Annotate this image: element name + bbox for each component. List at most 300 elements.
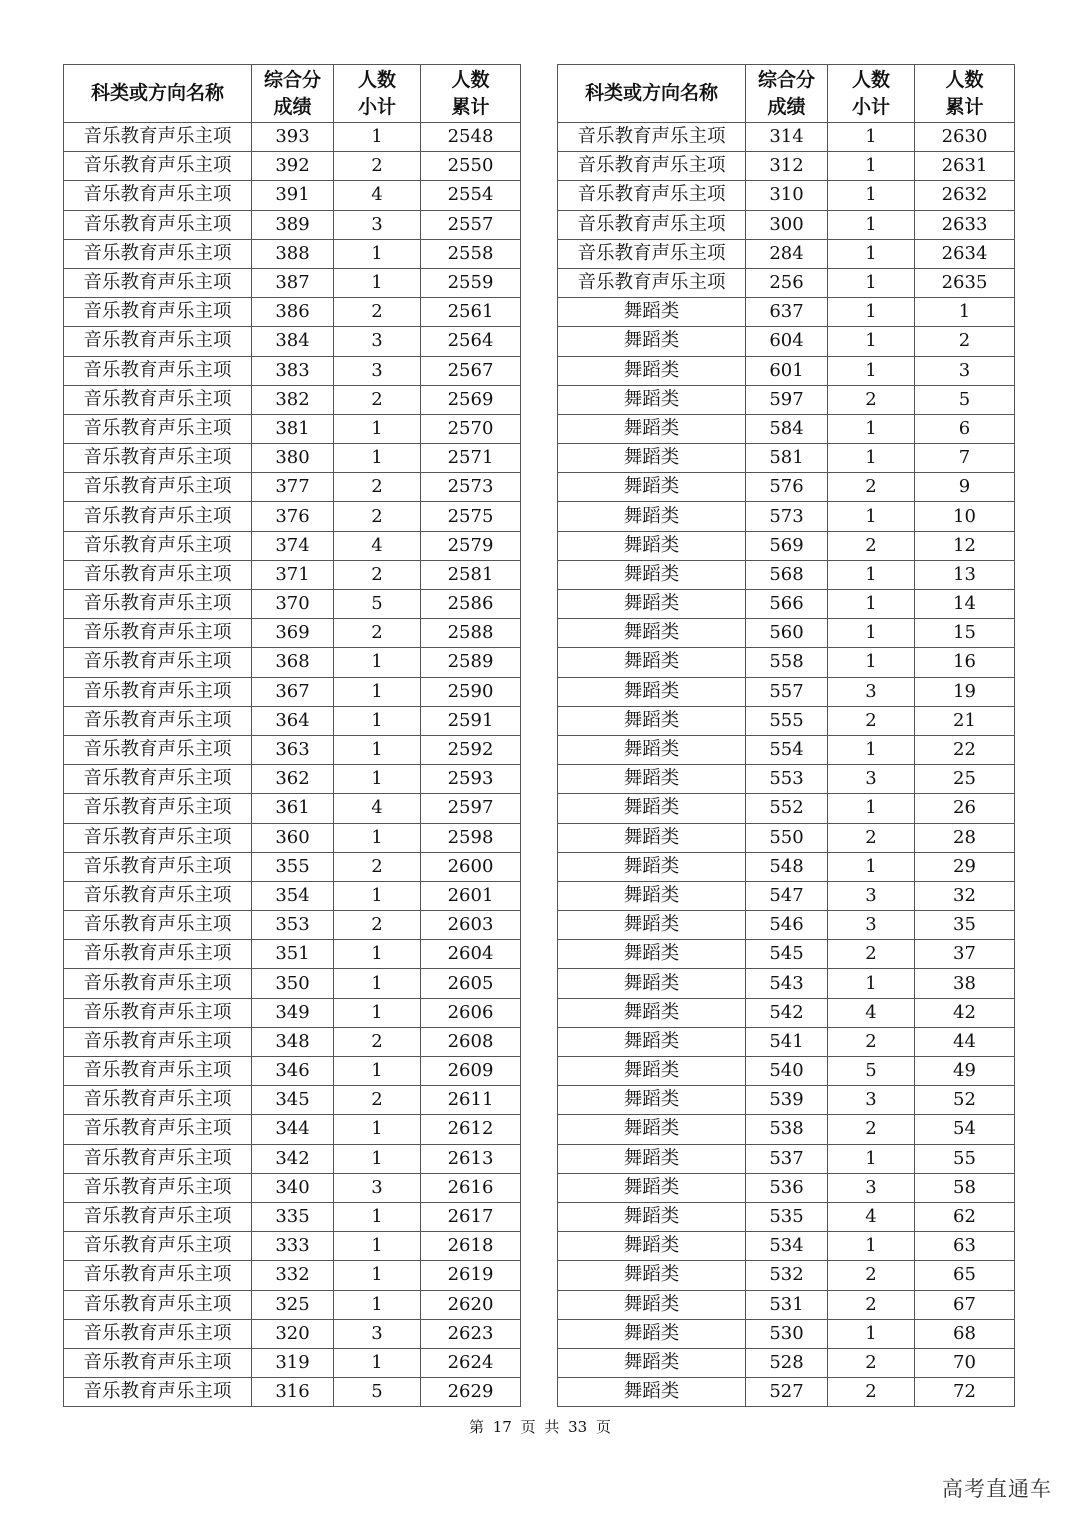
cell-name: 音乐教育声乐主项 [64, 502, 252, 531]
cell-name: 舞蹈类 [558, 1378, 746, 1407]
cell-score: 371 [252, 560, 334, 589]
cell-cumulative: 2613 [421, 1144, 521, 1173]
table-row [558, 1378, 1015, 1407]
table-row [64, 1173, 521, 1202]
cell-count: 1 [828, 152, 915, 181]
cell-score: 335 [252, 1202, 334, 1231]
cell-name: 音乐教育声乐主项 [64, 473, 252, 502]
table-row [64, 998, 521, 1027]
cell-cumulative: 2550 [421, 152, 521, 181]
cell-count: 4 [334, 181, 421, 210]
cell-cumulative: 2570 [421, 414, 521, 443]
cell-cumulative: 2589 [421, 648, 521, 677]
cell-name: 舞蹈类 [558, 444, 746, 473]
cell-count: 1 [828, 648, 915, 677]
cell-score: 348 [252, 1027, 334, 1056]
table-row [64, 531, 521, 560]
header-cumulative: 人数 累计 [421, 65, 521, 123]
table-row [558, 823, 1015, 852]
header-row [558, 65, 1015, 123]
header-name: 科类或方向名称 [64, 65, 252, 123]
cell-cumulative: 2598 [421, 823, 521, 852]
cell-score: 351 [252, 940, 334, 969]
cell-name: 舞蹈类 [558, 1144, 746, 1173]
cell-count: 2 [334, 911, 421, 940]
cell-name: 舞蹈类 [558, 1290, 746, 1319]
table-row [558, 590, 1015, 619]
cell-cumulative: 19 [915, 677, 1015, 706]
cell-name: 音乐教育声乐主项 [64, 823, 252, 852]
table-row [558, 1027, 1015, 1056]
cell-score: 528 [746, 1348, 828, 1377]
cell-cumulative: 2569 [421, 385, 521, 414]
cell-count: 1 [828, 1232, 915, 1261]
cell-cumulative: 2567 [421, 356, 521, 385]
cell-cumulative: 6 [915, 414, 1015, 443]
cell-name: 舞蹈类 [558, 531, 746, 560]
watermark-text: 高考直通车 [942, 1477, 1052, 1501]
cell-count: 2 [334, 298, 421, 327]
cell-score: 550 [746, 823, 828, 852]
cell-cumulative: 42 [915, 998, 1015, 1027]
table-row [558, 1086, 1015, 1115]
cell-name: 音乐教育声乐主项 [64, 1348, 252, 1377]
table-row [558, 385, 1015, 414]
table-row [64, 268, 521, 297]
cell-count: 1 [828, 181, 915, 210]
table-row [64, 1232, 521, 1261]
cell-name: 音乐教育声乐主项 [64, 969, 252, 998]
cell-score: 368 [252, 648, 334, 677]
table-row [558, 998, 1015, 1027]
cell-score: 340 [252, 1173, 334, 1202]
cell-count: 2 [828, 940, 915, 969]
table-row [558, 268, 1015, 297]
table-row [64, 210, 521, 239]
table-row [64, 823, 521, 852]
cell-cumulative: 65 [915, 1261, 1015, 1290]
cell-score: 553 [746, 765, 828, 794]
cell-score: 530 [746, 1319, 828, 1348]
table-row [64, 619, 521, 648]
cell-score: 554 [746, 735, 828, 764]
cell-score: 353 [252, 911, 334, 940]
cell-cumulative: 2561 [421, 298, 521, 327]
table-row [64, 385, 521, 414]
cell-cumulative: 2548 [421, 123, 521, 152]
cell-name: 舞蹈类 [558, 298, 746, 327]
cell-name: 音乐教育声乐主项 [64, 794, 252, 823]
table-row [558, 123, 1015, 152]
table-row [558, 531, 1015, 560]
cell-cumulative: 22 [915, 735, 1015, 764]
table-row [64, 1319, 521, 1348]
cell-cumulative: 16 [915, 648, 1015, 677]
cell-name: 音乐教育声乐主项 [64, 531, 252, 560]
cell-count: 2 [828, 1115, 915, 1144]
cell-name: 音乐教育声乐主项 [558, 210, 746, 239]
cell-name: 舞蹈类 [558, 590, 746, 619]
cell-count: 1 [828, 414, 915, 443]
table-row [558, 1144, 1015, 1173]
left-score-table [63, 64, 521, 1407]
cell-name: 舞蹈类 [558, 385, 746, 414]
table-row [558, 794, 1015, 823]
right-table-body [558, 123, 1015, 1407]
cell-cumulative: 5 [915, 385, 1015, 414]
cell-cumulative: 2581 [421, 560, 521, 589]
cell-count: 3 [334, 1173, 421, 1202]
cell-name: 音乐教育声乐主项 [64, 881, 252, 910]
table-row [64, 444, 521, 473]
cell-cumulative: 2593 [421, 765, 521, 794]
cell-count: 1 [334, 1202, 421, 1231]
table-row [64, 356, 521, 385]
cell-score: 360 [252, 823, 334, 852]
cell-name: 音乐教育声乐主项 [64, 1057, 252, 1086]
cell-score: 314 [746, 123, 828, 152]
table-row [558, 1319, 1015, 1348]
cell-name: 舞蹈类 [558, 998, 746, 1027]
table-row [64, 1086, 521, 1115]
cell-cumulative: 15 [915, 619, 1015, 648]
cell-name: 舞蹈类 [558, 414, 746, 443]
table-row [64, 1290, 521, 1319]
cell-name: 舞蹈类 [558, 327, 746, 356]
cell-count: 1 [828, 239, 915, 268]
table-row [64, 677, 521, 706]
table-row [558, 502, 1015, 531]
cell-score: 325 [252, 1290, 334, 1319]
cell-name: 舞蹈类 [558, 1173, 746, 1202]
cell-cumulative: 2608 [421, 1027, 521, 1056]
cell-count: 1 [334, 706, 421, 735]
cell-score: 369 [252, 619, 334, 648]
cell-count: 1 [334, 414, 421, 443]
header-count: 人数 小计 [334, 65, 421, 123]
cell-name: 舞蹈类 [558, 356, 746, 385]
table-row [558, 560, 1015, 589]
cell-count: 5 [828, 1057, 915, 1086]
cell-count: 2 [828, 1290, 915, 1319]
cell-name: 舞蹈类 [558, 619, 746, 648]
cell-score: 391 [252, 181, 334, 210]
cell-score: 386 [252, 298, 334, 327]
cell-count: 2 [334, 473, 421, 502]
cell-cumulative: 32 [915, 881, 1015, 910]
cell-score: 370 [252, 590, 334, 619]
cell-cumulative: 12 [915, 531, 1015, 560]
cell-score: 361 [252, 794, 334, 823]
table-row [64, 911, 521, 940]
table-row [558, 356, 1015, 385]
cell-score: 389 [252, 210, 334, 239]
cell-count: 4 [828, 1202, 915, 1231]
cell-cumulative: 2630 [915, 123, 1015, 152]
cell-score: 346 [252, 1057, 334, 1086]
header-score: 综合分 成绩 [252, 65, 334, 123]
cell-name: 舞蹈类 [558, 1232, 746, 1261]
cell-score: 541 [746, 1027, 828, 1056]
cell-score: 349 [252, 998, 334, 1027]
cell-cumulative: 26 [915, 794, 1015, 823]
cell-name: 音乐教育声乐主项 [558, 268, 746, 297]
table-row [64, 298, 521, 327]
cell-count: 2 [334, 619, 421, 648]
cell-score: 532 [746, 1261, 828, 1290]
cell-score: 320 [252, 1319, 334, 1348]
cell-name: 音乐教育声乐主项 [64, 1202, 252, 1231]
cell-score: 584 [746, 414, 828, 443]
cell-score: 387 [252, 268, 334, 297]
cell-cumulative: 2 [915, 327, 1015, 356]
table-row [64, 706, 521, 735]
cell-count: 1 [828, 444, 915, 473]
cell-cumulative: 2623 [421, 1319, 521, 1348]
cell-cumulative: 44 [915, 1027, 1015, 1056]
cell-count: 1 [828, 1144, 915, 1173]
cell-cumulative: 2575 [421, 502, 521, 531]
cell-name: 音乐教育声乐主项 [558, 152, 746, 181]
cell-name: 音乐教育声乐主项 [64, 735, 252, 764]
cell-cumulative: 13 [915, 560, 1015, 589]
cell-score: 333 [252, 1232, 334, 1261]
cell-count: 1 [334, 648, 421, 677]
cell-score: 316 [252, 1378, 334, 1407]
cell-count: 1 [334, 123, 421, 152]
cell-score: 531 [746, 1290, 828, 1319]
cell-name: 舞蹈类 [558, 1202, 746, 1231]
cell-cumulative: 2604 [421, 940, 521, 969]
cell-name: 音乐教育声乐主项 [64, 181, 252, 210]
cell-cumulative: 2579 [421, 531, 521, 560]
cell-cumulative: 2617 [421, 1202, 521, 1231]
table-row [558, 1173, 1015, 1202]
cell-name: 舞蹈类 [558, 1261, 746, 1290]
cell-name: 音乐教育声乐主项 [558, 239, 746, 268]
cell-count: 2 [334, 385, 421, 414]
cell-name: 音乐教育声乐主项 [64, 940, 252, 969]
page-number-footer: 第 17 页 共 33 页 [468, 1418, 611, 1436]
cell-score: 568 [746, 560, 828, 589]
cell-name: 音乐教育声乐主项 [64, 414, 252, 443]
cell-cumulative: 10 [915, 502, 1015, 531]
table-row [64, 969, 521, 998]
cell-score: 350 [252, 969, 334, 998]
cell-name: 音乐教育声乐主项 [64, 1144, 252, 1173]
cell-count: 1 [828, 210, 915, 239]
header-name: 科类或方向名称 [558, 65, 746, 123]
cell-name: 舞蹈类 [558, 1086, 746, 1115]
cell-count: 2 [334, 1027, 421, 1056]
cell-name: 音乐教育声乐主项 [64, 998, 252, 1027]
cell-count: 1 [828, 1319, 915, 1348]
cell-count: 1 [828, 590, 915, 619]
cell-count: 1 [828, 502, 915, 531]
cell-count: 1 [334, 1290, 421, 1319]
cell-score: 569 [746, 531, 828, 560]
cell-count: 3 [828, 881, 915, 910]
cell-cumulative: 2606 [421, 998, 521, 1027]
cell-score: 392 [252, 152, 334, 181]
cell-cumulative: 3 [915, 356, 1015, 385]
cell-count: 2 [828, 385, 915, 414]
cell-name: 舞蹈类 [558, 765, 746, 794]
cell-name: 音乐教育声乐主项 [558, 181, 746, 210]
cell-name: 音乐教育声乐主项 [64, 1115, 252, 1144]
cell-cumulative: 1 [915, 298, 1015, 327]
cell-score: 344 [252, 1115, 334, 1144]
cell-score: 345 [252, 1086, 334, 1115]
cell-count: 1 [828, 794, 915, 823]
table-row [64, 940, 521, 969]
cell-name: 舞蹈类 [558, 502, 746, 531]
cell-name: 音乐教育声乐主项 [64, 619, 252, 648]
cell-score: 319 [252, 1348, 334, 1377]
cell-score: 383 [252, 356, 334, 385]
cell-name: 音乐教育声乐主项 [64, 1027, 252, 1056]
cell-count: 4 [334, 531, 421, 560]
cell-score: 566 [746, 590, 828, 619]
right-score-table [557, 64, 1015, 1407]
cell-name: 音乐教育声乐主项 [64, 590, 252, 619]
table-row [64, 881, 521, 910]
table-row [64, 794, 521, 823]
cell-name: 舞蹈类 [558, 560, 746, 589]
cell-cumulative: 2605 [421, 969, 521, 998]
cell-cumulative: 2635 [915, 268, 1015, 297]
cell-name: 音乐教育声乐主项 [64, 1086, 252, 1115]
cell-count: 1 [828, 268, 915, 297]
cell-count: 1 [828, 852, 915, 881]
cell-name: 音乐教育声乐主项 [64, 356, 252, 385]
cell-count: 3 [828, 911, 915, 940]
cell-cumulative: 9 [915, 473, 1015, 502]
table-row [558, 940, 1015, 969]
cell-name: 音乐教育声乐主项 [64, 1232, 252, 1261]
left-table-body [64, 123, 521, 1407]
cell-score: 543 [746, 969, 828, 998]
table-row [558, 1348, 1015, 1377]
cell-score: 534 [746, 1232, 828, 1261]
table-row [64, 1378, 521, 1407]
table-row [64, 560, 521, 589]
cell-name: 音乐教育声乐主项 [64, 677, 252, 706]
table-row [64, 1202, 521, 1231]
cell-count: 1 [334, 1115, 421, 1144]
cell-count: 3 [334, 356, 421, 385]
cell-name: 舞蹈类 [558, 940, 746, 969]
cell-name: 音乐教育声乐主项 [64, 298, 252, 327]
header-count: 人数 小计 [828, 65, 915, 123]
cell-cumulative: 55 [915, 1144, 1015, 1173]
cell-cumulative: 2590 [421, 677, 521, 706]
cell-score: 376 [252, 502, 334, 531]
cell-count: 1 [334, 735, 421, 764]
cell-name: 舞蹈类 [558, 794, 746, 823]
cell-count: 2 [334, 560, 421, 589]
table-row [558, 969, 1015, 998]
cell-cumulative: 2633 [915, 210, 1015, 239]
cell-score: 540 [746, 1057, 828, 1086]
cell-count: 1 [334, 239, 421, 268]
cell-name: 舞蹈类 [558, 969, 746, 998]
cell-score: 597 [746, 385, 828, 414]
table-row [64, 1348, 521, 1377]
cell-cumulative: 2557 [421, 210, 521, 239]
header-score: 综合分 成绩 [746, 65, 828, 123]
cell-cumulative: 2612 [421, 1115, 521, 1144]
cell-cumulative: 35 [915, 911, 1015, 940]
cell-cumulative: 2624 [421, 1348, 521, 1377]
cell-cumulative: 2629 [421, 1378, 521, 1407]
cell-count: 1 [334, 1261, 421, 1290]
table-row [558, 765, 1015, 794]
cell-cumulative: 2603 [421, 911, 521, 940]
cell-cumulative: 2573 [421, 473, 521, 502]
table-row [64, 239, 521, 268]
cell-score: 547 [746, 881, 828, 910]
table-row [64, 1144, 521, 1173]
cell-count: 1 [334, 1232, 421, 1261]
cell-cumulative: 2554 [421, 181, 521, 210]
cell-name: 音乐教育声乐主项 [64, 1290, 252, 1319]
cell-cumulative: 49 [915, 1057, 1015, 1086]
cell-score: 384 [252, 327, 334, 356]
cell-score: 535 [746, 1202, 828, 1231]
table-row [64, 590, 521, 619]
cell-cumulative: 68 [915, 1319, 1015, 1348]
cell-cumulative: 2591 [421, 706, 521, 735]
cell-score: 367 [252, 677, 334, 706]
cell-score: 546 [746, 911, 828, 940]
cell-cumulative: 2601 [421, 881, 521, 910]
table-row [558, 648, 1015, 677]
cell-cumulative: 54 [915, 1115, 1015, 1144]
cell-score: 539 [746, 1086, 828, 1115]
cell-count: 1 [334, 969, 421, 998]
cell-name: 音乐教育声乐主项 [64, 385, 252, 414]
table-row [558, 298, 1015, 327]
cell-score: 542 [746, 998, 828, 1027]
cell-count: 3 [334, 327, 421, 356]
cell-score: 552 [746, 794, 828, 823]
cell-cumulative: 2558 [421, 239, 521, 268]
cell-cumulative: 63 [915, 1232, 1015, 1261]
table-row [64, 648, 521, 677]
cell-name: 舞蹈类 [558, 911, 746, 940]
table-row [558, 735, 1015, 764]
cell-score: 354 [252, 881, 334, 910]
cell-count: 2 [334, 502, 421, 531]
cell-name: 舞蹈类 [558, 823, 746, 852]
cell-count: 2 [828, 1348, 915, 1377]
cell-score: 377 [252, 473, 334, 502]
table-row [558, 1232, 1015, 1261]
cell-cumulative: 2600 [421, 852, 521, 881]
cell-name: 舞蹈类 [558, 852, 746, 881]
table-row [64, 852, 521, 881]
cell-name: 舞蹈类 [558, 1027, 746, 1056]
cell-score: 576 [746, 473, 828, 502]
cell-name: 音乐教育声乐主项 [64, 210, 252, 239]
cell-name: 音乐教育声乐主项 [64, 1319, 252, 1348]
cell-count: 1 [828, 327, 915, 356]
table-row [64, 473, 521, 502]
cell-count: 4 [334, 794, 421, 823]
cell-name: 音乐教育声乐主项 [64, 123, 252, 152]
cell-cumulative: 29 [915, 852, 1015, 881]
